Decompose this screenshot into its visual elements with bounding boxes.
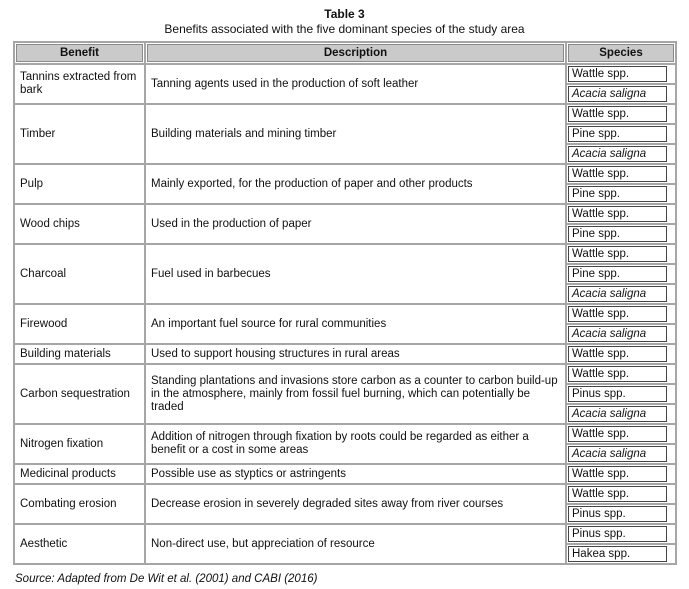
column-header-species-label: Species: [568, 44, 674, 62]
species-label: Wattle spp.: [568, 106, 667, 122]
species-cell: [566, 204, 676, 224]
benefit-cell: Combating erosion: [14, 484, 145, 524]
benefit-row-group: [14, 104, 676, 124]
description-cell: Tanning agents used in the production of soft leather: [145, 64, 566, 104]
species-label: Acacia saligna: [568, 406, 667, 422]
column-header-species: [566, 42, 676, 64]
description-cell: Decrease erosion in severely degraded sites away from river courses: [145, 484, 566, 524]
description-cell: An important fuel source for rural communities: [145, 304, 566, 344]
species-label: Wattle spp.: [568, 466, 667, 482]
species-cell: [566, 424, 676, 444]
column-header-benefit: [14, 42, 145, 64]
species-label: Pine spp.: [568, 186, 667, 202]
source-note: Source: Adapted from De Wit et al. (2001) and CABI (2016): [15, 573, 318, 585]
species-cell: [566, 244, 676, 264]
column-header-description-label: Description: [147, 44, 564, 62]
species-cell: [566, 524, 676, 544]
species-label: Acacia saligna: [568, 286, 667, 302]
species-label: Pinus spp.: [568, 526, 667, 542]
species-label: Wattle spp.: [568, 486, 667, 502]
species-cell: [566, 284, 676, 304]
species-label: Pinus spp.: [568, 386, 667, 402]
benefit-cell: Tannins extracted from bark: [14, 64, 145, 104]
benefit-row-group: [14, 204, 676, 224]
description-cell: Used to support housing structures in rural areas: [145, 344, 566, 364]
benefit-cell: Aesthetic: [14, 524, 145, 564]
table-title: Table 3: [324, 7, 365, 21]
species-cell: [566, 364, 676, 384]
species-label: Pine spp.: [568, 226, 667, 242]
species-label: Hakea spp.: [568, 546, 667, 562]
header-row: [14, 42, 676, 64]
benefit-row-group: [14, 364, 676, 384]
benefit-row-group: [14, 524, 676, 544]
species-label: Wattle spp.: [568, 426, 667, 442]
benefit-row-group: [14, 304, 676, 324]
benefit-cell: Wood chips: [14, 204, 145, 244]
benefit-cell: Medicinal products: [14, 464, 145, 484]
benefit-row-group: [14, 484, 676, 504]
benefit-cell: Timber: [14, 104, 145, 164]
description-cell: Fuel used in barbecues: [145, 244, 566, 304]
benefit-row-group: [14, 164, 676, 184]
benefit-cell: Carbon sequestration: [14, 364, 145, 424]
species-cell: [566, 304, 676, 324]
species-cell: [566, 224, 676, 244]
benefit-row-group: [14, 464, 676, 484]
species-cell: [566, 104, 676, 124]
description-cell: Used in the production of paper: [145, 204, 566, 244]
species-cell: [566, 544, 676, 564]
species-cell: [566, 164, 676, 184]
benefit-row-group: [14, 64, 676, 84]
table-subtitle: Benefits associated with the five dominant species of the study area: [164, 22, 525, 36]
species-label: Wattle spp.: [568, 246, 667, 262]
species-cell: [566, 404, 676, 424]
species-cell: [566, 384, 676, 404]
species-cell: [566, 324, 676, 344]
species-cell: [566, 484, 676, 504]
benefit-cell: Firewood: [14, 304, 145, 344]
description-cell: Non-direct use, but appreciation of resource: [145, 524, 566, 564]
species-label: Pine spp.: [568, 266, 667, 282]
species-label: Acacia saligna: [568, 446, 667, 462]
species-cell: [566, 344, 676, 364]
benefit-row-group: [14, 424, 676, 444]
species-label: Wattle spp.: [568, 366, 667, 382]
species-cell: [566, 124, 676, 144]
species-cell: [566, 264, 676, 284]
species-label: Acacia saligna: [568, 326, 667, 342]
species-label: Acacia saligna: [568, 86, 667, 102]
species-cell: [566, 64, 676, 84]
description-cell: Standing plantations and invasions store carbon as a counter to carbon build-up in the atmosphere, mainly from fossil fuel burning, which can potentially be traded: [145, 364, 566, 424]
benefit-row-group: [14, 344, 676, 364]
column-header-benefit-label: Benefit: [16, 44, 143, 62]
benefit-cell: Pulp: [14, 164, 145, 204]
column-header-description: [145, 42, 566, 64]
species-cell: [566, 464, 676, 484]
species-cell: [566, 84, 676, 104]
benefit-row-group: [14, 244, 676, 264]
species-cell: [566, 144, 676, 164]
species-label: Wattle spp.: [568, 346, 667, 362]
species-label: Wattle spp.: [568, 206, 667, 222]
species-label: Acacia saligna: [568, 146, 667, 162]
species-label: Wattle spp.: [568, 166, 667, 182]
species-cell: [566, 444, 676, 464]
benefit-cell: Charcoal: [14, 244, 145, 304]
benefits-table: [13, 41, 677, 565]
species-label: Wattle spp.: [568, 66, 667, 82]
species-label: Wattle spp.: [568, 306, 667, 322]
description-cell: Possible use as styptics or astringents: [145, 464, 566, 484]
description-cell: Mainly exported, for the production of paper and other products: [145, 164, 566, 204]
species-cell: [566, 184, 676, 204]
species-cell: [566, 504, 676, 524]
description-cell: Building materials and mining timber: [145, 104, 566, 164]
species-label: Pine spp.: [568, 126, 667, 142]
description-cell: Addition of nitrogen through fixation by roots could be regarded as either a benefit or a cost in some areas: [145, 424, 566, 464]
species-label: Pinus spp.: [568, 506, 667, 522]
benefit-cell: Nitrogen fixation: [14, 424, 145, 464]
benefit-cell: Building materials: [14, 344, 145, 364]
